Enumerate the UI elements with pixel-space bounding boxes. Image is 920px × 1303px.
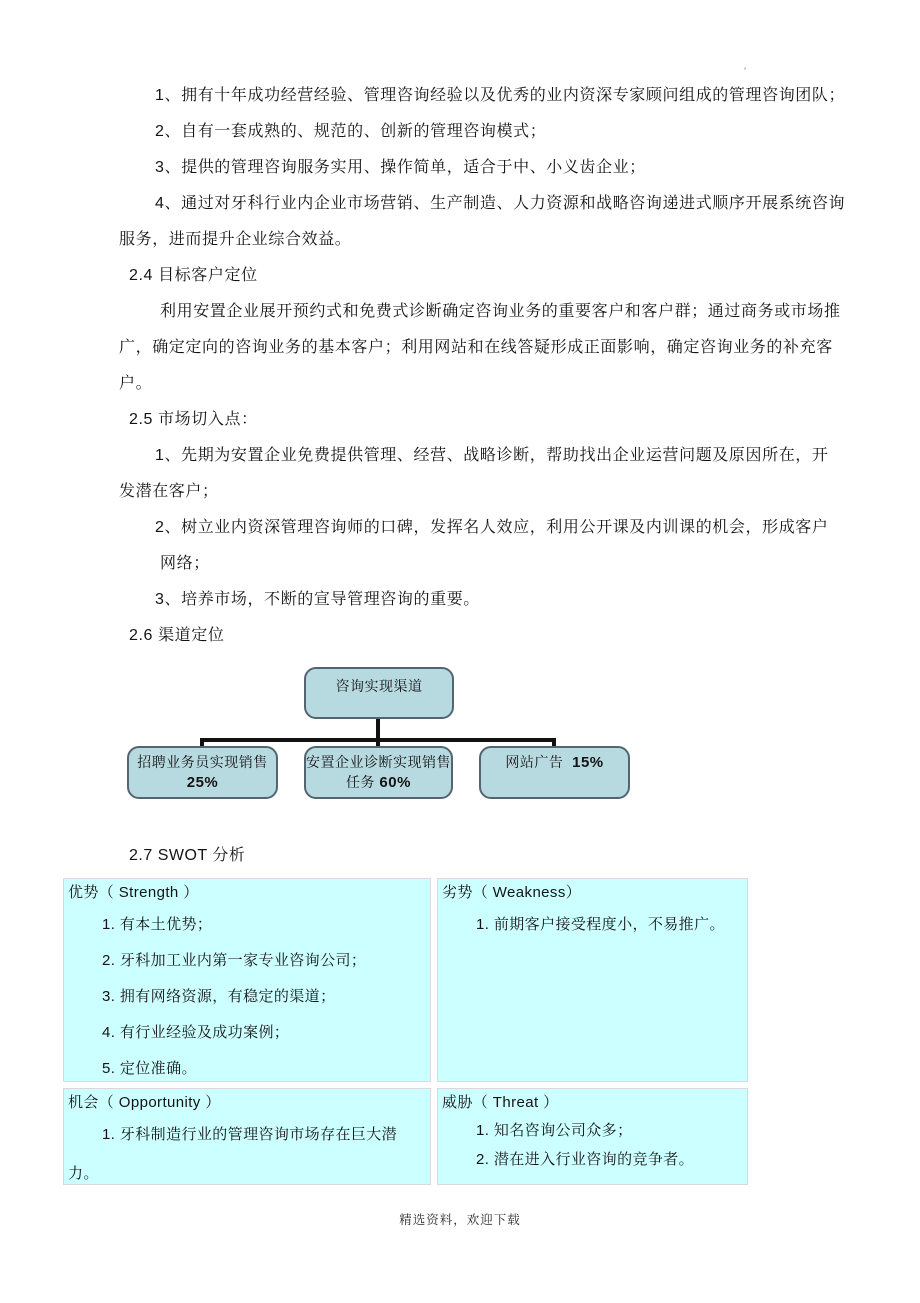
swot-cell-weakness (437, 878, 748, 1082)
swot-item: 1. 牙科制造行业的管理咨询市场存在巨大潜 (102, 1126, 398, 1143)
swot-item: 1. 有本土优势； (102, 916, 213, 933)
doc-line: 利用安置企业展开预约式和免费式诊断确定咨询业务的重要客户和客户群；通过商务或市场推 (160, 303, 841, 320)
swot-table (63, 878, 748, 1185)
swot-header: 威胁（ Threat ） (442, 1094, 559, 1111)
swot-item-continuation: 力。 (68, 1165, 99, 1182)
stray-mark: ' (744, 66, 747, 78)
swot-header: 机会（ Opportunity ） (68, 1094, 221, 1111)
diagram-box-title: 安置企业诊断实现销售 (306, 754, 451, 770)
swot-header: 优势（ Strength ） (68, 884, 199, 901)
doc-line: 网络； (160, 555, 210, 572)
diagram-box-title: 网站广告 (505, 754, 564, 770)
doc-line: 4、通过对牙科行业内企业市场营销、生产制造、人力资源和战略咨询递进式顺序开展系统咨询 (155, 195, 846, 212)
swot-item: 3. 拥有网络资源，有稳定的渠道； (102, 988, 336, 1005)
doc-line: 发潜在客户； (119, 483, 219, 500)
section-heading-2-7: 2.7 SWOT 分析 (129, 847, 246, 864)
diagram-box-subtitle: 任务 (346, 774, 380, 790)
diagram-box-diagnosis (304, 746, 453, 799)
swot-item: 4. 有行业经验及成功案例； (102, 1024, 290, 1041)
doc-line: 户。 (119, 375, 153, 392)
swot-item: 2. 潜在进入行业咨询的竞争者。 (476, 1151, 695, 1168)
doc-line: 1、拥有十年成功经营经验、管理咨询经验以及优秀的业内资深专家顾问组成的管理咨询团队； (155, 87, 846, 104)
swot-item: 2. 牙科加工业内第一家专业咨询公司； (102, 952, 367, 969)
swot-item: 1. 前期客户接受程度小，不易推广。 (476, 916, 725, 933)
page-footer: 精选资料，欢迎下载 (399, 1213, 521, 1227)
swot-item: 1. 知名咨询公司众多； (476, 1122, 633, 1139)
swot-header: 劣势（ Weakness） (442, 884, 582, 901)
swot-cell-strength (63, 878, 431, 1082)
diagram-box-recruit (127, 746, 278, 799)
connector-horizontal (200, 738, 556, 742)
diagram-box-percentage: 25% (186, 774, 219, 791)
doc-line: 2、自有一套成熟的、规范的、创新的管理咨询模式； (155, 123, 547, 140)
diagram-box-root (304, 667, 454, 719)
diagram-root-label: 咨询实现渠道 (335, 678, 423, 694)
swot-cell-threat (437, 1088, 748, 1185)
section-heading-2-6: 2.6 渠道定位 (129, 627, 225, 644)
doc-line: 1、先期为安置企业免费提供管理、经营、战略诊断，帮助找出企业运营问题及原因所在，开 (155, 447, 829, 464)
doc-line: 2、树立业内资深管理咨询师的口碑，发挥名人效应，利用公开课及内训课的机会，形成客户 (155, 519, 829, 536)
body-text (63, 78, 920, 654)
swot-cell-opportunity (63, 1088, 431, 1185)
diagram-box-percentage: 15% (572, 754, 604, 771)
doc-line: 3、提供的管理咨询服务实用、操作简单，适合于中、小义齿企业； (155, 159, 646, 176)
diagram-box-website (479, 746, 630, 799)
doc-line: 服务，进而提升企业综合效益。 (119, 231, 352, 248)
section-heading-2-5: 2.5 市场切入点： (129, 411, 258, 428)
doc-line: 3、培养市场，不断的宣导管理咨询的重要。 (155, 591, 480, 608)
diagram-box-title: 招聘业务员实现销售 (137, 754, 268, 770)
section-heading-2-4: 2.4 目标客户定位 (129, 267, 258, 284)
doc-line: 广，确定定向的咨询业务的基本客户；利用网站和在线答疑形成正面影响，确定咨询业务的补充客 (119, 339, 833, 356)
diagram-box-percentage: 60% (379, 774, 411, 791)
swot-item: 5. 定位准确。 (102, 1060, 197, 1077)
